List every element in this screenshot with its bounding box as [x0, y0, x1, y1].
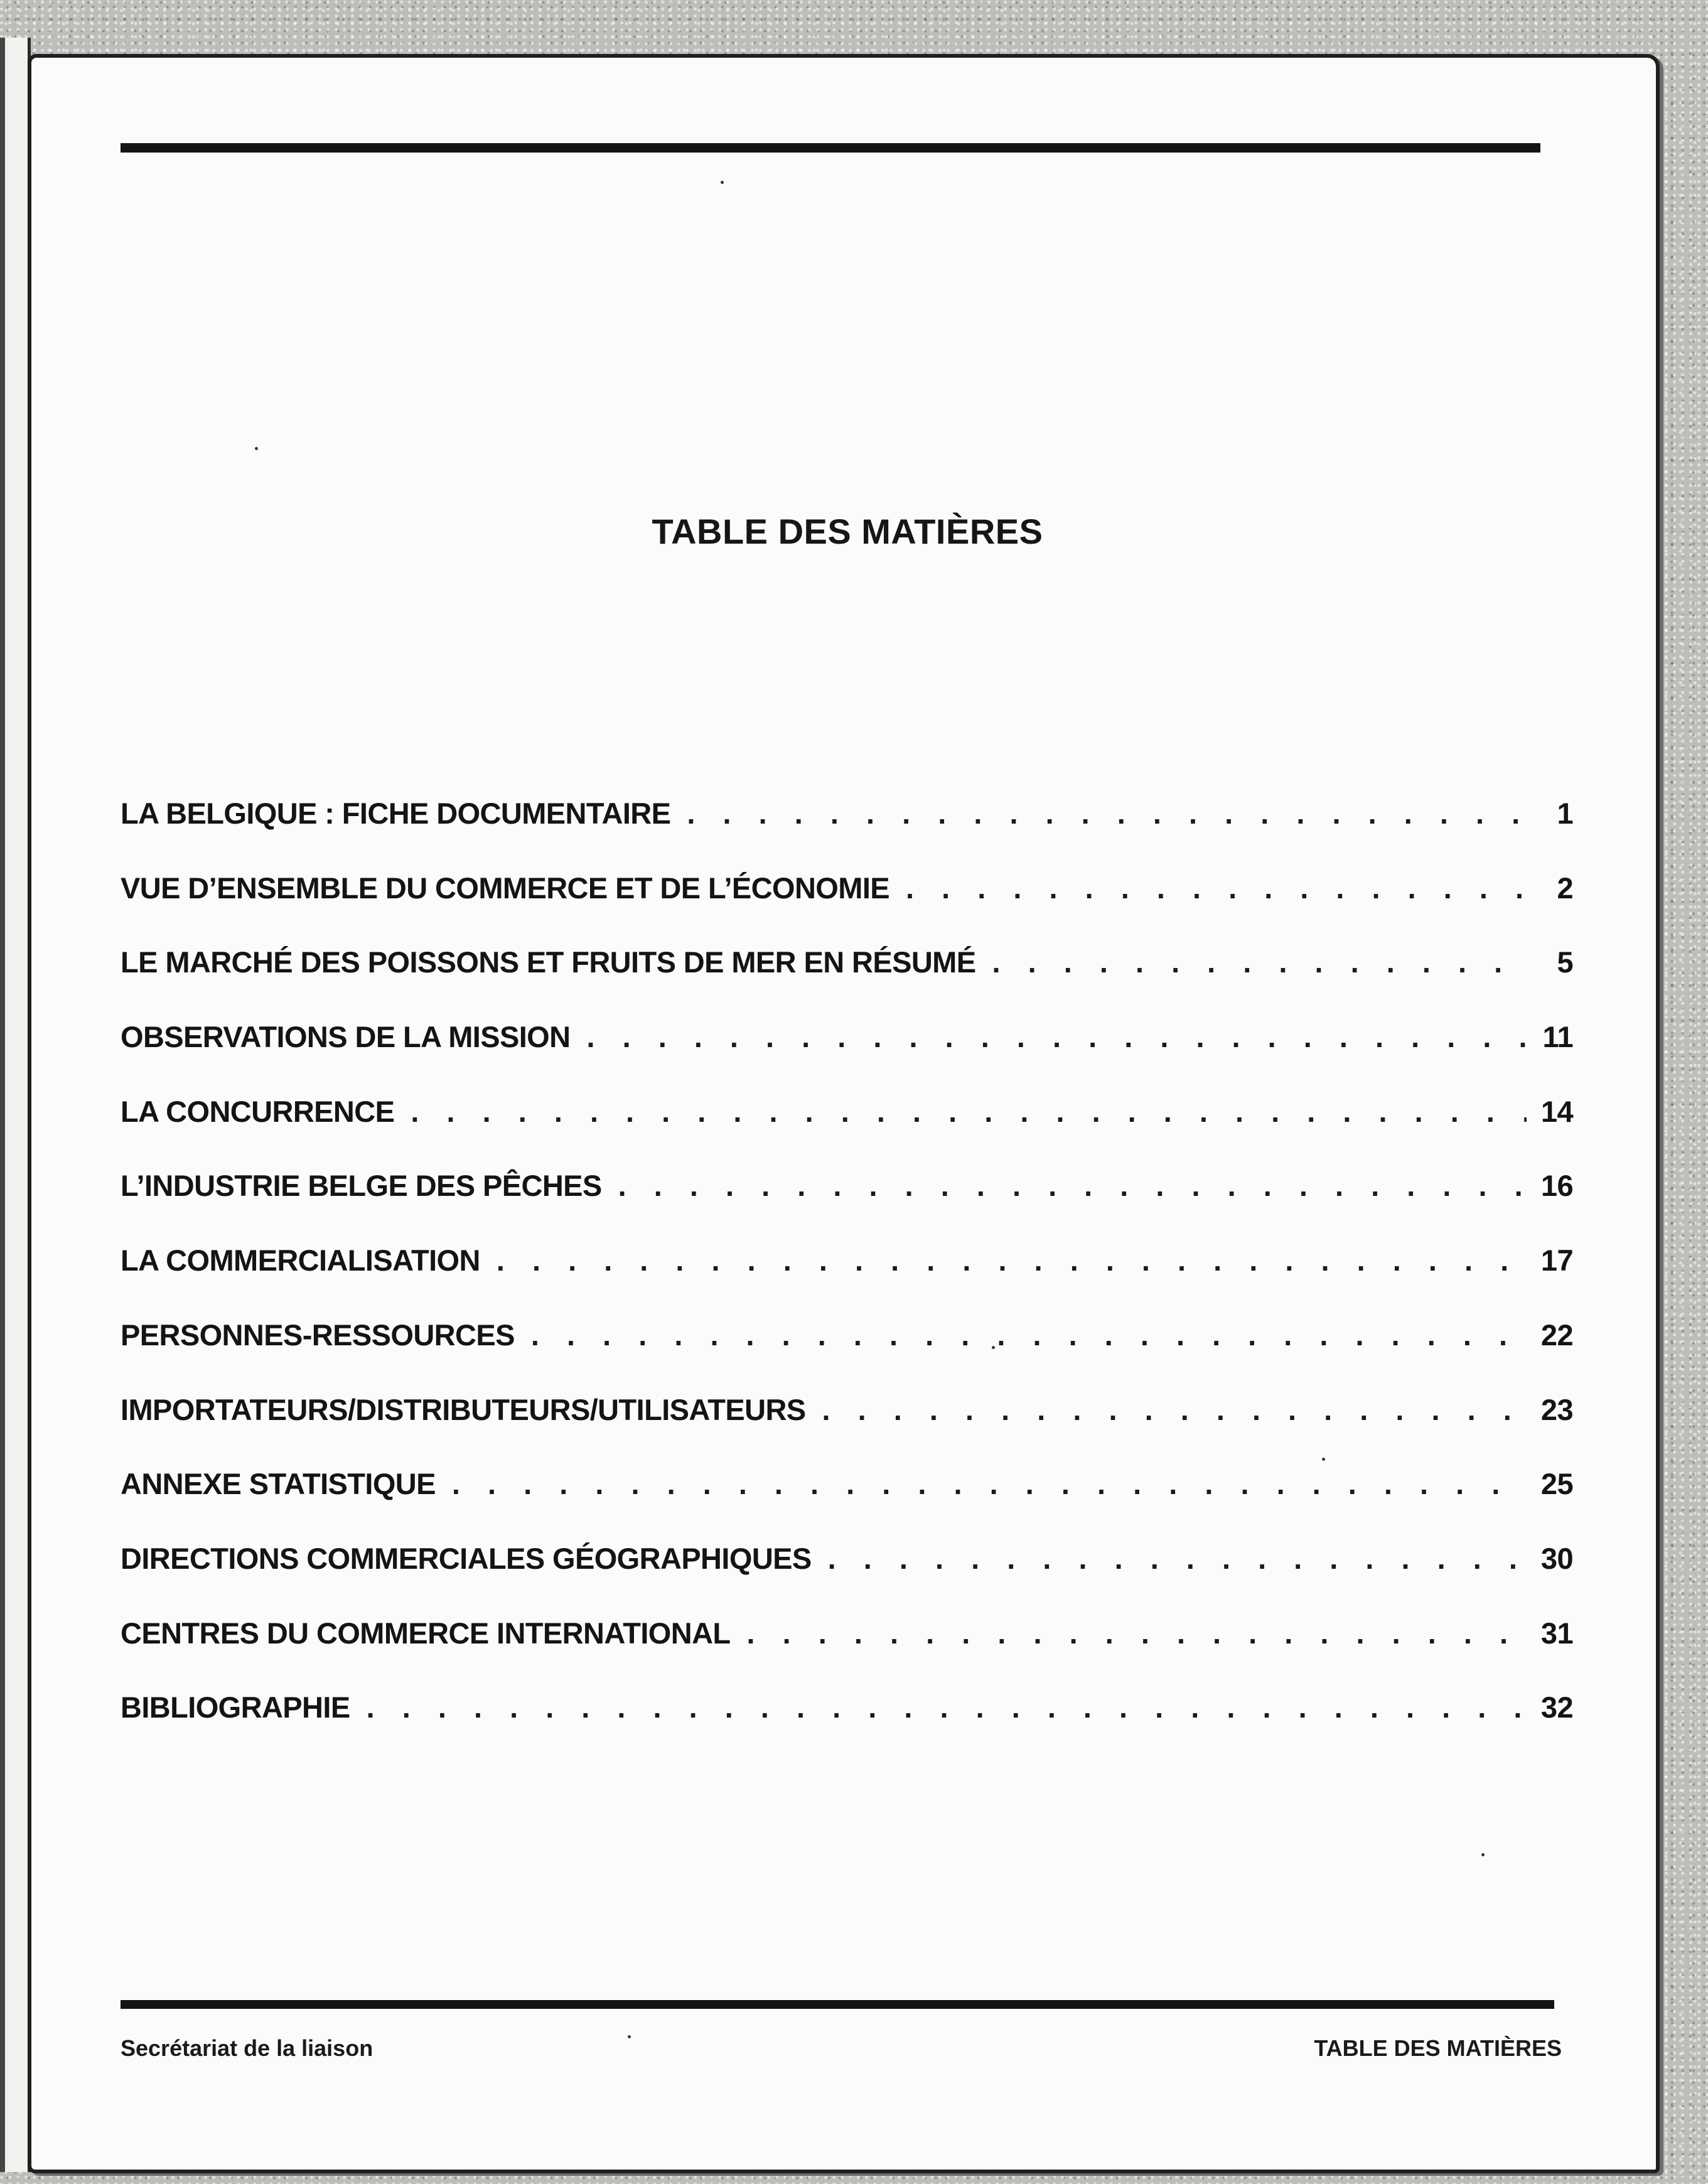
toc-dot-leader [687, 796, 1527, 831]
scan-speck [1322, 1458, 1325, 1461]
toc-entry-page: 30 [1540, 1541, 1573, 1575]
toc-entry-page: 5 [1557, 945, 1573, 979]
toc-entry [121, 1168, 1573, 1243]
scan-speck [1481, 1853, 1485, 1856]
toc-entry-label: ANNEXE STATISTIQUE [121, 1467, 436, 1501]
page-title: TABLE DES MATIÈRES [652, 512, 1043, 551]
toc-entry-page: 17 [1540, 1244, 1573, 1278]
toc-entry [121, 1392, 1573, 1467]
toc-entry-page: 14 [1540, 1094, 1573, 1128]
toc-dot-leader [828, 1541, 1527, 1576]
toc-entry-label: LE MARCHÉ DES POISSONS ET FRUITS DE MER EN RÉSUMÉ [121, 945, 976, 979]
toc-dot-leader [906, 871, 1527, 905]
toc-entry [121, 1094, 1573, 1169]
footer-section-title: TABLE DES MATIÈRES [1314, 2035, 1562, 2061]
scan-speck [255, 447, 258, 450]
toc-entry [121, 1318, 1573, 1392]
toc-entry [121, 796, 1573, 871]
toc-entry-page: 25 [1540, 1467, 1573, 1501]
scan-speck [721, 181, 724, 184]
toc-entry [121, 945, 1573, 1019]
document-page [28, 54, 1660, 2173]
toc-entry-label: LA COMMERCIALISATION [121, 1244, 480, 1278]
footer-publisher: Secrétariat de la liaison [121, 2035, 373, 2061]
toc-entry-page: 31 [1540, 1616, 1573, 1650]
toc-entry [121, 871, 1573, 945]
toc-entry [121, 1541, 1573, 1616]
toc-entry [121, 1243, 1573, 1318]
toc-entry-page: 16 [1540, 1169, 1573, 1203]
toc-dot-leader [992, 945, 1527, 979]
toc-entry-page: 2 [1557, 871, 1573, 905]
toc-entry [121, 1690, 1573, 1765]
toc-entry-label: BIBLIOGRAPHIE [121, 1691, 350, 1724]
toc-dot-leader [822, 1392, 1527, 1427]
toc-entry-label: PERSONNES-RESSOURCES [121, 1318, 515, 1352]
toc-dot-leader [497, 1243, 1527, 1278]
binding-edge [0, 38, 31, 2172]
toc-dot-leader [747, 1616, 1527, 1650]
toc-entry-page: 1 [1557, 797, 1573, 830]
scan-speck [628, 2035, 631, 2038]
toc-entry-label: LA BELGIQUE : FICHE DOCUMENTAIRE [121, 797, 671, 830]
toc-entry [121, 1466, 1573, 1541]
toc-entry-page: 22 [1540, 1318, 1573, 1352]
toc-entry-label: L’INDUSTRIE BELGE DES PÊCHES [121, 1169, 602, 1203]
toc-entry-label: VUE D’ENSEMBLE DU COMMERCE ET DE L’ÉCONOMIE [121, 871, 890, 905]
toc-entry-page: 23 [1540, 1392, 1573, 1426]
header-rule [121, 143, 1540, 153]
toc-dot-leader [531, 1318, 1527, 1352]
toc-entry [121, 1616, 1573, 1691]
footer-rule [121, 2000, 1554, 2009]
toc-entry-label: IMPORTATEURS/DISTRIBUTEURS/UTILISATEURS [121, 1392, 806, 1426]
toc-dot-leader [586, 1019, 1527, 1054]
toc-entry-label: CENTRES DU COMMERCE INTERNATIONAL [121, 1616, 731, 1650]
toc-dot-leader [367, 1690, 1527, 1724]
toc-entry-label: DIRECTIONS COMMERCIALES GÉOGRAPHIQUES [121, 1541, 812, 1575]
toc-entry-label: OBSERVATIONS DE LA MISSION [121, 1020, 571, 1054]
scan-speck [992, 1346, 995, 1349]
toc-entry-page: 11 [1542, 1020, 1573, 1054]
toc-dot-leader [411, 1094, 1527, 1129]
toc-dot-leader [618, 1168, 1527, 1203]
toc-entry-page: 32 [1540, 1691, 1573, 1724]
toc-entry-label: LA CONCURRENCE [121, 1094, 395, 1128]
toc-list [121, 796, 1573, 1765]
toc-dot-leader [452, 1466, 1527, 1501]
toc-entry [121, 1019, 1573, 1094]
